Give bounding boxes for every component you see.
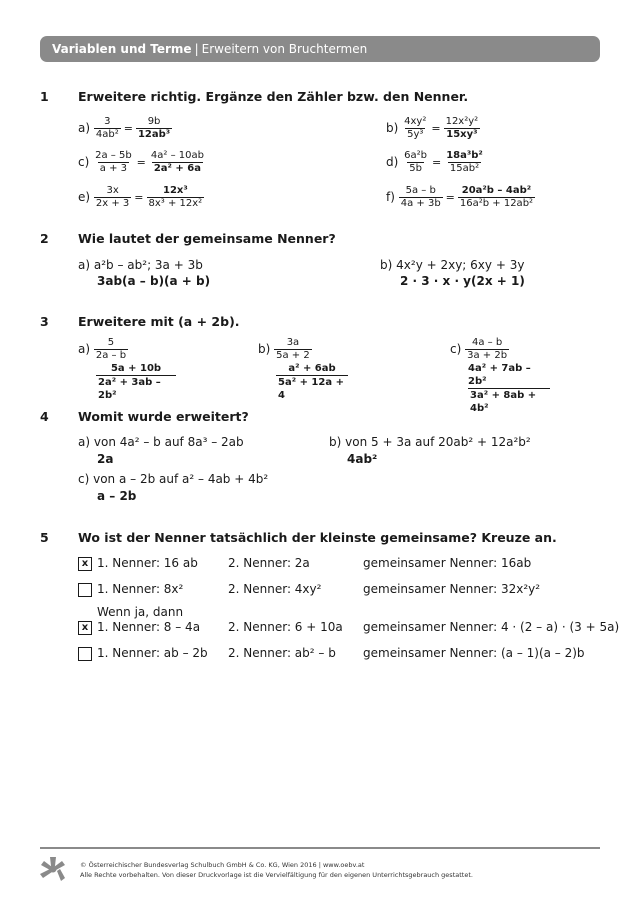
answer-numerator: 12x³ — [162, 185, 188, 196]
task5-n1: 1. Nenner: 16 ab — [97, 556, 198, 570]
task4-answer-a: 2a — [97, 452, 114, 466]
answer-denominator: 15xy³ — [446, 129, 478, 140]
task1-number: 1 — [40, 89, 49, 104]
task1-title: Erweitere richtig. Ergänze den Zähler bzw. den Nenner. — [78, 89, 469, 104]
answer-denominator: 3a² + 8ab + 4b² — [468, 388, 550, 415]
task2-label: b) — [380, 258, 393, 272]
denominator: 5y³ — [407, 129, 424, 140]
task5-n1: 1. Nenner: 8x² — [97, 582, 184, 596]
task5-common: gemeinsamer Nenner: 32x²y² — [363, 582, 541, 596]
task1-item-b — [386, 116, 480, 141]
checkbox[interactable]: x — [78, 557, 92, 571]
task2-number: 2 — [40, 231, 49, 246]
task5-common: gemeinsamer Nenner: 4 · (2 – a) · (3 + 5a) — [363, 620, 620, 634]
task4-item-c — [78, 472, 268, 486]
task5-title: Wo ist der Nenner tatsächlich der kleinste gemeinsame? Kreuze an. — [78, 530, 557, 545]
numerator: 3x — [106, 185, 119, 196]
task3-label: a) — [78, 342, 91, 356]
task4-text: von 4a² – b auf 8a³ – 2ab — [93, 435, 244, 449]
task5-n1: 1. Nenner: 8 – 4a — [97, 620, 201, 634]
task5-n2: 2. Nenner: ab² – b — [228, 646, 336, 660]
denominator: 16a²b + 12ab² — [459, 198, 534, 209]
task4-item-b — [329, 435, 531, 449]
task4-label: c) — [78, 472, 90, 486]
fraction — [399, 185, 443, 210]
task2-answer-b: 2 · 3 · x · y(2x + 1) — [400, 274, 525, 288]
fraction — [149, 150, 206, 175]
fraction — [458, 185, 535, 210]
footer-copyright: © Österreichischer Bundesverlag Schulbuch GmbH & Co. KG, Wien 2016 | www.oebv.at — [80, 861, 365, 869]
header-separator: | — [194, 42, 199, 56]
task1-label: a) — [78, 121, 91, 135]
numerator: 12x²y² — [445, 116, 479, 127]
denominator: 5a + 2 — [276, 350, 310, 361]
checkbox[interactable] — [78, 583, 92, 597]
fraction — [136, 116, 172, 141]
equals-sign: = — [136, 156, 146, 169]
answer-numerator: 5a + 10b — [110, 363, 162, 374]
answer-numerator: 20a²b – 4ab² — [461, 185, 532, 196]
equals-sign: = — [123, 122, 133, 135]
task2-item-b — [380, 258, 524, 272]
equals-sign: = — [432, 156, 442, 169]
task1-label: b) — [386, 121, 399, 135]
task2-label: a) — [78, 258, 91, 272]
fraction — [94, 116, 121, 141]
numerator: 2a – 5b — [95, 150, 132, 161]
answer-numerator: 18a³b² — [446, 150, 483, 161]
denominator: 15ab² — [449, 163, 480, 174]
fraction — [274, 337, 312, 362]
fraction — [402, 116, 428, 141]
task1-item-f — [386, 185, 535, 210]
numerator: 3a — [286, 337, 300, 348]
equals-sign: = — [445, 191, 455, 204]
fraction — [147, 185, 205, 210]
task4-item-a — [78, 435, 244, 449]
task4-title: Womit wurde erweitert? — [78, 409, 249, 424]
answer-denominator: 2a² + 3ab – 2b² — [96, 375, 176, 402]
checkbox[interactable] — [78, 647, 92, 661]
task5-n2: 2. Nenner: 6 + 10a — [228, 620, 343, 634]
task5-n2: 2. Nenner: 2a — [228, 556, 310, 570]
task2-terms: a²b – ab²; 3a + 3b — [93, 258, 203, 272]
answer-numerator: a² + 6ab — [288, 363, 336, 374]
task1-item-d — [386, 150, 485, 175]
task4-answer-c: a – 2b — [97, 489, 137, 503]
checkbox[interactable]: x — [78, 621, 92, 635]
task5-note: Wenn ja, dann — [97, 605, 184, 619]
denominator: 4ab² — [95, 129, 119, 140]
task4-label: a) — [78, 435, 91, 449]
denominator: a + 3 — [99, 163, 127, 174]
task1-item-a — [78, 116, 172, 141]
task3-item-c — [450, 337, 509, 362]
answer-denominator: 5a² + 12a + 4 — [276, 375, 348, 402]
task3-item-b — [258, 337, 312, 362]
task4-label: b) — [329, 435, 342, 449]
numerator: 4xy² — [404, 116, 427, 127]
task2-title: Wie lautet der gemeinsame Nenner? — [78, 231, 336, 246]
denominator: 5b — [409, 163, 422, 174]
answer-denominator: 2a² + 6a — [153, 163, 201, 174]
numerator: 6a²b — [404, 150, 427, 161]
task3-label: c) — [450, 342, 462, 356]
footer-divider — [40, 847, 600, 849]
task1-label: f) — [386, 190, 395, 204]
fraction — [465, 337, 509, 362]
numerator: 3 — [104, 116, 111, 127]
task3-title: Erweitere mit (a + 2b). — [78, 314, 240, 329]
task3-number: 3 — [40, 314, 49, 329]
equals-sign: = — [134, 191, 144, 204]
numerator: 4a – b — [471, 337, 503, 348]
task2-item-a — [78, 258, 203, 272]
fraction — [93, 150, 134, 175]
denominator: 2a – b — [95, 350, 127, 361]
task2-terms: 4x²y + 2xy; 6xy + 3y — [396, 258, 525, 272]
task1-label: d) — [386, 155, 399, 169]
fraction — [444, 150, 485, 175]
task5-common: gemeinsamer Nenner: 16ab — [363, 556, 532, 570]
task1-label: c) — [78, 155, 90, 169]
numerator: 4a² – 10ab — [150, 150, 204, 161]
numerator: 5a – b — [405, 185, 436, 196]
oebv-star-logo-icon — [40, 856, 66, 882]
numerator: 9b — [147, 116, 161, 127]
equals-sign: = — [431, 122, 441, 135]
task4-text: von a – 2b auf a² – 4ab + 4b² — [93, 472, 269, 486]
fraction — [444, 116, 481, 141]
answer-denominator: 12ab³ — [137, 129, 171, 140]
fraction — [94, 185, 131, 210]
task5-n1: 1. Nenner: ab – 2b — [97, 646, 208, 660]
answer-numerator: 4a² + 7ab – 2b² — [468, 363, 531, 387]
task3-answer-c — [468, 362, 550, 415]
task1-label: e) — [78, 190, 91, 204]
task1-item-c — [78, 150, 206, 175]
numerator: 5 — [107, 337, 115, 348]
task4-answer-b: 4ab² — [347, 452, 378, 466]
denominator: 2x + 3 — [95, 198, 130, 209]
fraction — [94, 337, 128, 362]
task3-item-a — [78, 337, 128, 362]
task4-text: von 5 + 3a auf 20ab² + 12a²b² — [345, 435, 531, 449]
task2-answer-a: 3ab(a – b)(a + b) — [97, 274, 211, 288]
header-topic: Variablen und Terme — [52, 42, 192, 56]
denominator: 8x³ + 12x² — [148, 198, 203, 209]
fraction — [402, 150, 429, 175]
task1-item-e — [78, 185, 204, 210]
header-subtopic: Erweitern von Bruchtermen — [201, 42, 368, 56]
denominator: 3a + 2b — [467, 350, 508, 361]
task3-answer-b — [276, 362, 348, 402]
task3-answer-a — [96, 362, 176, 402]
task5-number: 5 — [40, 530, 49, 545]
task5-common: gemeinsamer Nenner: (a – 1)(a – 2)b — [363, 646, 585, 660]
task4-number: 4 — [40, 409, 49, 424]
task5-n2: 2. Nenner: 4xy² — [228, 582, 322, 596]
task3-label: b) — [258, 342, 271, 356]
denominator: 4a + 3b — [400, 198, 441, 209]
header-bar — [40, 36, 600, 62]
footer-rights: Alle Rechte vorbehalten. Von dieser Druckvorlage ist die Vervielfältigung für den eigenen Unterrichtsgebrauch gestattet. — [80, 871, 473, 879]
